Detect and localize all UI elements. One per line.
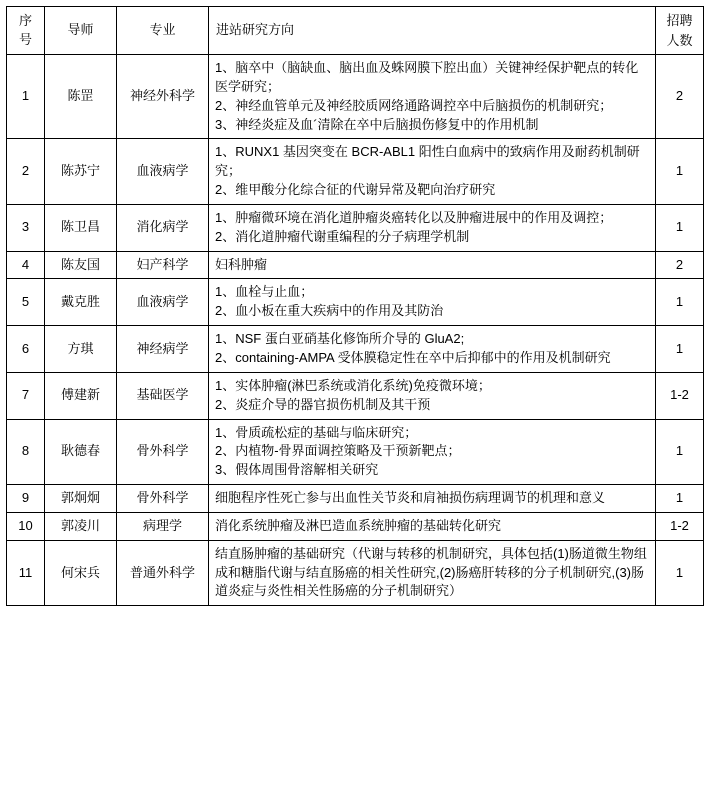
cell-quota: 1: [656, 540, 704, 606]
direction-line: 3、假体周围骨溶解相关研究: [215, 462, 379, 478]
direction-line: 细胞程序性死亡参与出血性关节炎和肩袖损伤病理调节的机理和意义: [215, 490, 606, 506]
cell-quota: 1-2: [656, 372, 704, 419]
cell-major: 消化病学: [117, 204, 209, 251]
cell-direction: [209, 251, 656, 279]
cell-direction: [209, 55, 656, 139]
cell-direction: [209, 279, 656, 326]
header-seq: 序号: [7, 7, 45, 55]
direction-line: 妇科肿瘤: [215, 256, 268, 272]
cell-quota: 1: [656, 419, 704, 485]
cell-advisor: 郭凌川: [45, 512, 117, 540]
cell-quota: 1: [656, 326, 704, 373]
cell-direction: [209, 512, 656, 540]
cell-quota: 2: [656, 251, 704, 279]
cell-quota: 1: [656, 204, 704, 251]
cell-advisor: 戴克胜: [45, 279, 117, 326]
table-row: [7, 540, 704, 606]
cell-major: 神经外科学: [117, 55, 209, 139]
direction-line: 2、消化道肿瘤代谢重编程的分子病理学机制: [215, 228, 470, 244]
cell-seq: 10: [7, 512, 45, 540]
table-row: [7, 485, 704, 513]
cell-major: 骨外科学: [117, 419, 209, 485]
cell-direction: [209, 419, 656, 485]
direction-line: 1、骨质疏松症的基础与临床研究；: [215, 424, 418, 440]
cell-advisor: 郭炯炯: [45, 485, 117, 513]
cell-major: 妇产科学: [117, 251, 209, 279]
direction-line: 1、NSF 蛋白亚硝基化修饰所介导的 GluA2;: [215, 331, 465, 347]
cell-direction: [209, 372, 656, 419]
cell-seq: 5: [7, 279, 45, 326]
cell-advisor: 耿德春: [45, 419, 117, 485]
cell-quota: 1-2: [656, 512, 704, 540]
cell-advisor: 何宋兵: [45, 540, 117, 606]
cell-major: 骨外科学: [117, 485, 209, 513]
table-row: [7, 512, 704, 540]
cell-seq: 2: [7, 139, 45, 205]
table-row: [7, 55, 704, 139]
table-header-row: [7, 7, 704, 55]
direction-line: 1、脑卒中（脑缺血、脑出血及蛛网膜下腔出血）关键神经保护靶点的转化医学研究；: [215, 60, 639, 94]
cell-seq: 3: [7, 204, 45, 251]
direction-line: 2、炎症介导的器官损伤机制及其干预: [215, 396, 431, 412]
table-row: [7, 251, 704, 279]
cell-major: 血液病学: [117, 279, 209, 326]
table-row: [7, 372, 704, 419]
header-quota-line2: 人数: [666, 32, 693, 48]
cell-quota: 1: [656, 139, 704, 205]
table-row: [7, 204, 704, 251]
cell-major: 基础医学: [117, 372, 209, 419]
header-direction: 进站研究方向: [209, 7, 656, 55]
cell-seq: 1: [7, 55, 45, 139]
cell-quota: 1: [656, 279, 704, 326]
cell-quota: 2: [656, 55, 704, 139]
cell-direction: [209, 139, 656, 205]
direction-line: 1、肿瘤微环境在消化道肿瘤炎癌转化以及肿瘤进展中的作用及调控；: [215, 209, 613, 225]
header-quota-line1: 招聘: [666, 13, 693, 28]
cell-seq: 7: [7, 372, 45, 419]
cell-direction: [209, 326, 656, 373]
direction-line: 1、实体肿瘤(淋巴系统或消化系统)免疫微环境；: [215, 377, 491, 393]
direction-line: 结直肠肿瘤的基础研究（代谢与转移的机制研究，具体包括(1)肠道微生物组成和糖脂代谢与结直肠癌的相关性研究,(2)肠癌肝转移的分子机制研究,(3)肠道炎症与炎性相关性肠癌的分子机制研究）: [215, 545, 647, 599]
cell-advisor: 陈罡: [45, 55, 117, 139]
cell-seq: 9: [7, 485, 45, 513]
table-row: [7, 139, 704, 205]
cell-advisor: 陈友国: [45, 251, 117, 279]
cell-advisor: 傅建新: [45, 372, 117, 419]
cell-seq: 8: [7, 419, 45, 485]
cell-seq: 6: [7, 326, 45, 373]
cell-advisor: 陈卫昌: [45, 204, 117, 251]
direction-line: 2、血小板在重大疾病中的作用及其防治: [215, 303, 444, 319]
direction-line: 2、containing-AMPA 受体膜稳定性在卒中后抑郁中的作用及机制研究: [215, 349, 611, 365]
table-row: [7, 419, 704, 485]
table-row: [7, 279, 704, 326]
header-quota: [656, 7, 704, 55]
header-major: 专业: [117, 7, 209, 55]
cell-major: 神经病学: [117, 326, 209, 373]
direction-line: 3、神经炎症及血´清除在卒中后脑损伤修复中的作用机制: [215, 116, 539, 132]
direction-line: 2、神经血管单元及神经胶质网络通路调控卒中后脑损伤的机制研究；: [215, 97, 613, 113]
cell-direction: [209, 204, 656, 251]
cell-seq: 11: [7, 540, 45, 606]
cell-major: 血液病学: [117, 139, 209, 205]
recruitment-table: [6, 6, 704, 606]
cell-major: 病理学: [117, 512, 209, 540]
direction-line: 2、内植物-骨界面调控策略及干预新靶点；: [215, 443, 461, 459]
direction-line: 2、维甲酸分化综合征的代谢异常及靶向治疗研究: [215, 182, 496, 198]
direction-line: 1、RUNX1 基因突变在 BCR-ABL1 阳性白血病中的致病作用及耐药机制研究；: [215, 144, 640, 179]
direction-line: 消化系统肿瘤及淋巴造血系统肿瘤的基础转化研究: [215, 517, 502, 533]
cell-seq: 4: [7, 251, 45, 279]
cell-advisor: 方琪: [45, 326, 117, 373]
cell-direction: [209, 540, 656, 606]
table-row: [7, 326, 704, 373]
cell-direction: [209, 485, 656, 513]
cell-major: 普通外科学: [117, 540, 209, 606]
direction-line: 1、血栓与止血；: [215, 284, 314, 300]
cell-quota: 1: [656, 485, 704, 513]
header-advisor: 导师: [45, 7, 117, 55]
cell-advisor: 陈苏宁: [45, 139, 117, 205]
